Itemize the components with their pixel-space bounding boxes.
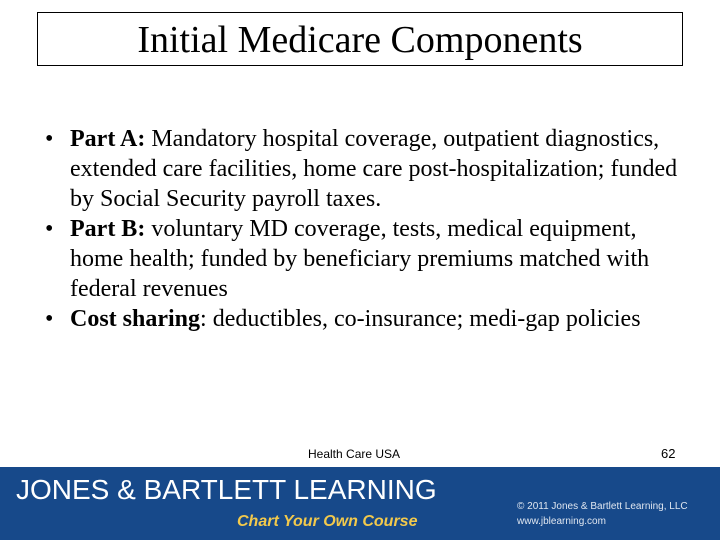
bullet-item [45, 304, 685, 334]
bullet-label: Part B: [70, 216, 146, 242]
bullet-text: voluntary MD coverage, tests, medical equipment, home health; funded by beneficiary premiums matched with federal revenues [70, 216, 650, 302]
slide-number: 62 [661, 446, 676, 461]
website: www.jblearning.com [517, 516, 606, 527]
copyright-block [517, 499, 688, 529]
bullet-icon: • [45, 306, 54, 332]
bullet-label: Part A: [70, 126, 146, 152]
bullet-item [45, 124, 685, 214]
bullet-icon: • [45, 126, 54, 152]
bullet-label: Cost sharing [70, 306, 201, 332]
bullet-item [45, 214, 685, 304]
footer-text: Health Care USA [308, 447, 401, 461]
bullet-list [45, 124, 685, 334]
slide-title: Initial Medicare Components [37, 12, 683, 66]
bullet-text: : deductibles, co-insurance; medi-gap policies [200, 306, 641, 332]
footer-banner [0, 467, 720, 540]
copyright: © 2011 Jones & Bartlett Learning, LLC [517, 501, 688, 512]
publisher-logo: JONES & BARTLETT LEARNING [16, 474, 437, 505]
bullet-icon: • [45, 216, 54, 242]
tagline: Chart Your Own Course [237, 513, 418, 530]
bullet-text: Mandatory hospital coverage, outpatient diagnostics, extended care facilities, home care post-hospitalization; funded by Social Security payroll taxes. [70, 126, 678, 212]
